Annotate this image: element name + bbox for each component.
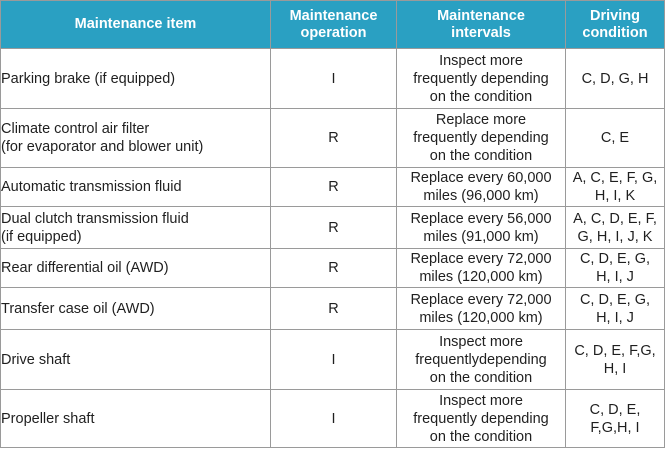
maintenance-interval-cell-line: frequently depending	[413, 130, 549, 146]
maintenance-interval-cell	[397, 288, 566, 330]
maintenance-interval-cell-line: frequentlydepending	[415, 351, 547, 368]
maintenance-item-cell-line: Climate control air filter	[1, 121, 150, 137]
maintenance-operation-cell	[271, 249, 397, 288]
driving-condition-cell-line: F,G,H, I	[590, 419, 640, 436]
maintenance-item-cell	[1, 168, 271, 207]
maintenance-operation-cell	[271, 49, 397, 109]
header-item-label: Maintenance item	[74, 16, 197, 32]
maintenance-interval-cell-line: miles (96,000 km)	[423, 188, 539, 204]
maintenance-operation-cell	[271, 288, 397, 330]
driving-condition-cell-line: A, C, D, E, F,	[573, 210, 657, 227]
maintenance-interval-cell-line: on the condition	[429, 369, 533, 386]
header-maintenance-intervals	[397, 1, 566, 49]
maintenance-interval-cell-line: on the condition	[429, 88, 533, 105]
maintenance-interval-cell-line: Inspect more	[439, 52, 523, 69]
maintenance-item-cell-line: Rear differential oil (AWD)	[1, 260, 169, 276]
header-maintenance-operation	[271, 1, 397, 49]
maintenance-item-cell	[1, 330, 271, 390]
maintenance-operation-cell	[271, 168, 397, 207]
maintenance-operation-cell-line: R	[328, 130, 339, 146]
maintenance-operation-cell-line: R	[328, 260, 339, 276]
table-row	[1, 207, 665, 249]
maintenance-operation-cell-line: R	[328, 219, 339, 236]
maintenance-item-cell-line: Propeller shaft	[1, 410, 95, 427]
table-body	[1, 49, 665, 448]
header-condition-line1: Driving	[590, 7, 640, 24]
maintenance-item-cell-line: Automatic transmission fluid	[1, 179, 182, 195]
maintenance-item-cell	[1, 288, 271, 330]
maintenance-operation-cell-line: I	[331, 351, 336, 368]
table-row	[1, 249, 665, 288]
table-row	[1, 390, 665, 448]
header-intervals-line2: intervals	[451, 24, 511, 41]
maintenance-operation-cell	[271, 109, 397, 168]
maintenance-item-cell	[1, 249, 271, 288]
header-operation-line1: Maintenance	[289, 7, 378, 24]
header-operation-line2: operation	[300, 24, 367, 41]
maintenance-interval-cell-line: Replace every 60,000	[410, 170, 552, 186]
maintenance-operation-cell-line: R	[328, 300, 339, 317]
header-maintenance-item	[1, 1, 271, 49]
driving-condition-cell	[566, 49, 665, 109]
header-driving-condition	[566, 1, 665, 49]
maintenance-interval-cell-line: Inspect more	[439, 392, 523, 409]
maintenance-operation-cell-line: I	[331, 410, 336, 427]
maintenance-item-cell-line: (for evaporator and blower unit)	[1, 139, 204, 155]
table-row	[1, 49, 665, 109]
maintenance-interval-cell	[397, 109, 566, 168]
table-row	[1, 168, 665, 207]
table-row	[1, 288, 665, 330]
driving-condition-cell-line: C, E	[600, 130, 630, 146]
driving-condition-cell	[566, 249, 665, 288]
driving-condition-cell-line: H, I, K	[594, 188, 636, 204]
maintenance-item-cell	[1, 109, 271, 168]
driving-condition-cell	[566, 207, 665, 249]
driving-condition-cell-line: A, C, E, F, G,	[572, 170, 658, 186]
driving-condition-cell	[566, 168, 665, 207]
driving-condition-cell	[566, 330, 665, 390]
driving-condition-cell-line: C, D, E, G,	[579, 291, 651, 308]
driving-condition-cell-line: H, I	[603, 360, 627, 377]
maintenance-interval-cell	[397, 168, 566, 207]
maintenance-interval-cell-line: Replace every 72,000	[410, 291, 552, 308]
header-row	[1, 1, 665, 49]
header-condition-line2: condition	[582, 24, 648, 41]
driving-condition-cell-line: C, D, E,	[589, 401, 641, 418]
maintenance-interval-cell	[397, 330, 566, 390]
maintenance-interval-cell-line: miles (91,000 km)	[423, 228, 539, 245]
driving-condition-cell-line: C, D, E, F,G,	[574, 342, 656, 359]
maintenance-operation-cell	[271, 330, 397, 390]
table-row	[1, 330, 665, 390]
maintenance-interval-cell-line: Inspect more	[439, 333, 523, 350]
driving-condition-cell-line: C, D, E, G,	[579, 251, 651, 267]
maintenance-interval-cell	[397, 207, 566, 249]
table-row	[1, 109, 665, 168]
maintenance-item-cell	[1, 390, 271, 448]
maintenance-item-cell	[1, 207, 271, 249]
driving-condition-cell	[566, 390, 665, 448]
driving-condition-cell-line: H, I, J	[596, 309, 634, 326]
maintenance-interval-cell	[397, 49, 566, 109]
maintenance-item-cell-line: Drive shaft	[1, 351, 71, 368]
maintenance-interval-cell-line: frequently depending	[413, 70, 549, 87]
maintenance-operation-cell-line: R	[328, 179, 339, 195]
driving-condition-cell	[566, 288, 665, 330]
maintenance-interval-cell-line: miles (120,000 km)	[419, 309, 543, 326]
driving-condition-cell-line: C, D, G, H	[581, 70, 649, 87]
maintenance-operation-cell	[271, 207, 397, 249]
maintenance-interval-cell-line: on the condition	[429, 148, 533, 164]
maintenance-item-cell-line: Parking brake (if equipped)	[1, 70, 176, 87]
maintenance-operation-cell	[271, 390, 397, 448]
driving-condition-cell-line: G, H, I, J, K	[577, 228, 653, 245]
maintenance-interval-cell-line: miles (120,000 km)	[419, 269, 543, 285]
maintenance-interval-cell-line: Replace more	[435, 112, 527, 128]
maintenance-item-cell-line: Dual clutch transmission fluid	[1, 210, 189, 227]
driving-condition-cell	[566, 109, 665, 168]
maintenance-interval-cell-line: Replace every 56,000	[410, 210, 552, 227]
maintenance-interval-cell	[397, 390, 566, 448]
driving-condition-cell-line: H, I, J	[596, 269, 634, 285]
maintenance-item-cell-line: (if equipped)	[1, 228, 82, 245]
maintenance-interval-cell	[397, 249, 566, 288]
maintenance-operation-cell-line: I	[331, 70, 336, 87]
maintenance-item-cell	[1, 49, 271, 109]
maintenance-interval-cell-line: frequently depending	[413, 410, 549, 427]
maintenance-interval-cell-line: on the condition	[429, 428, 533, 445]
header-intervals-line1: Maintenance	[437, 7, 525, 24]
maintenance-interval-cell-line: Replace every 72,000	[410, 251, 552, 267]
maintenance-item-cell-line: Transfer case oil (AWD)	[1, 300, 155, 317]
